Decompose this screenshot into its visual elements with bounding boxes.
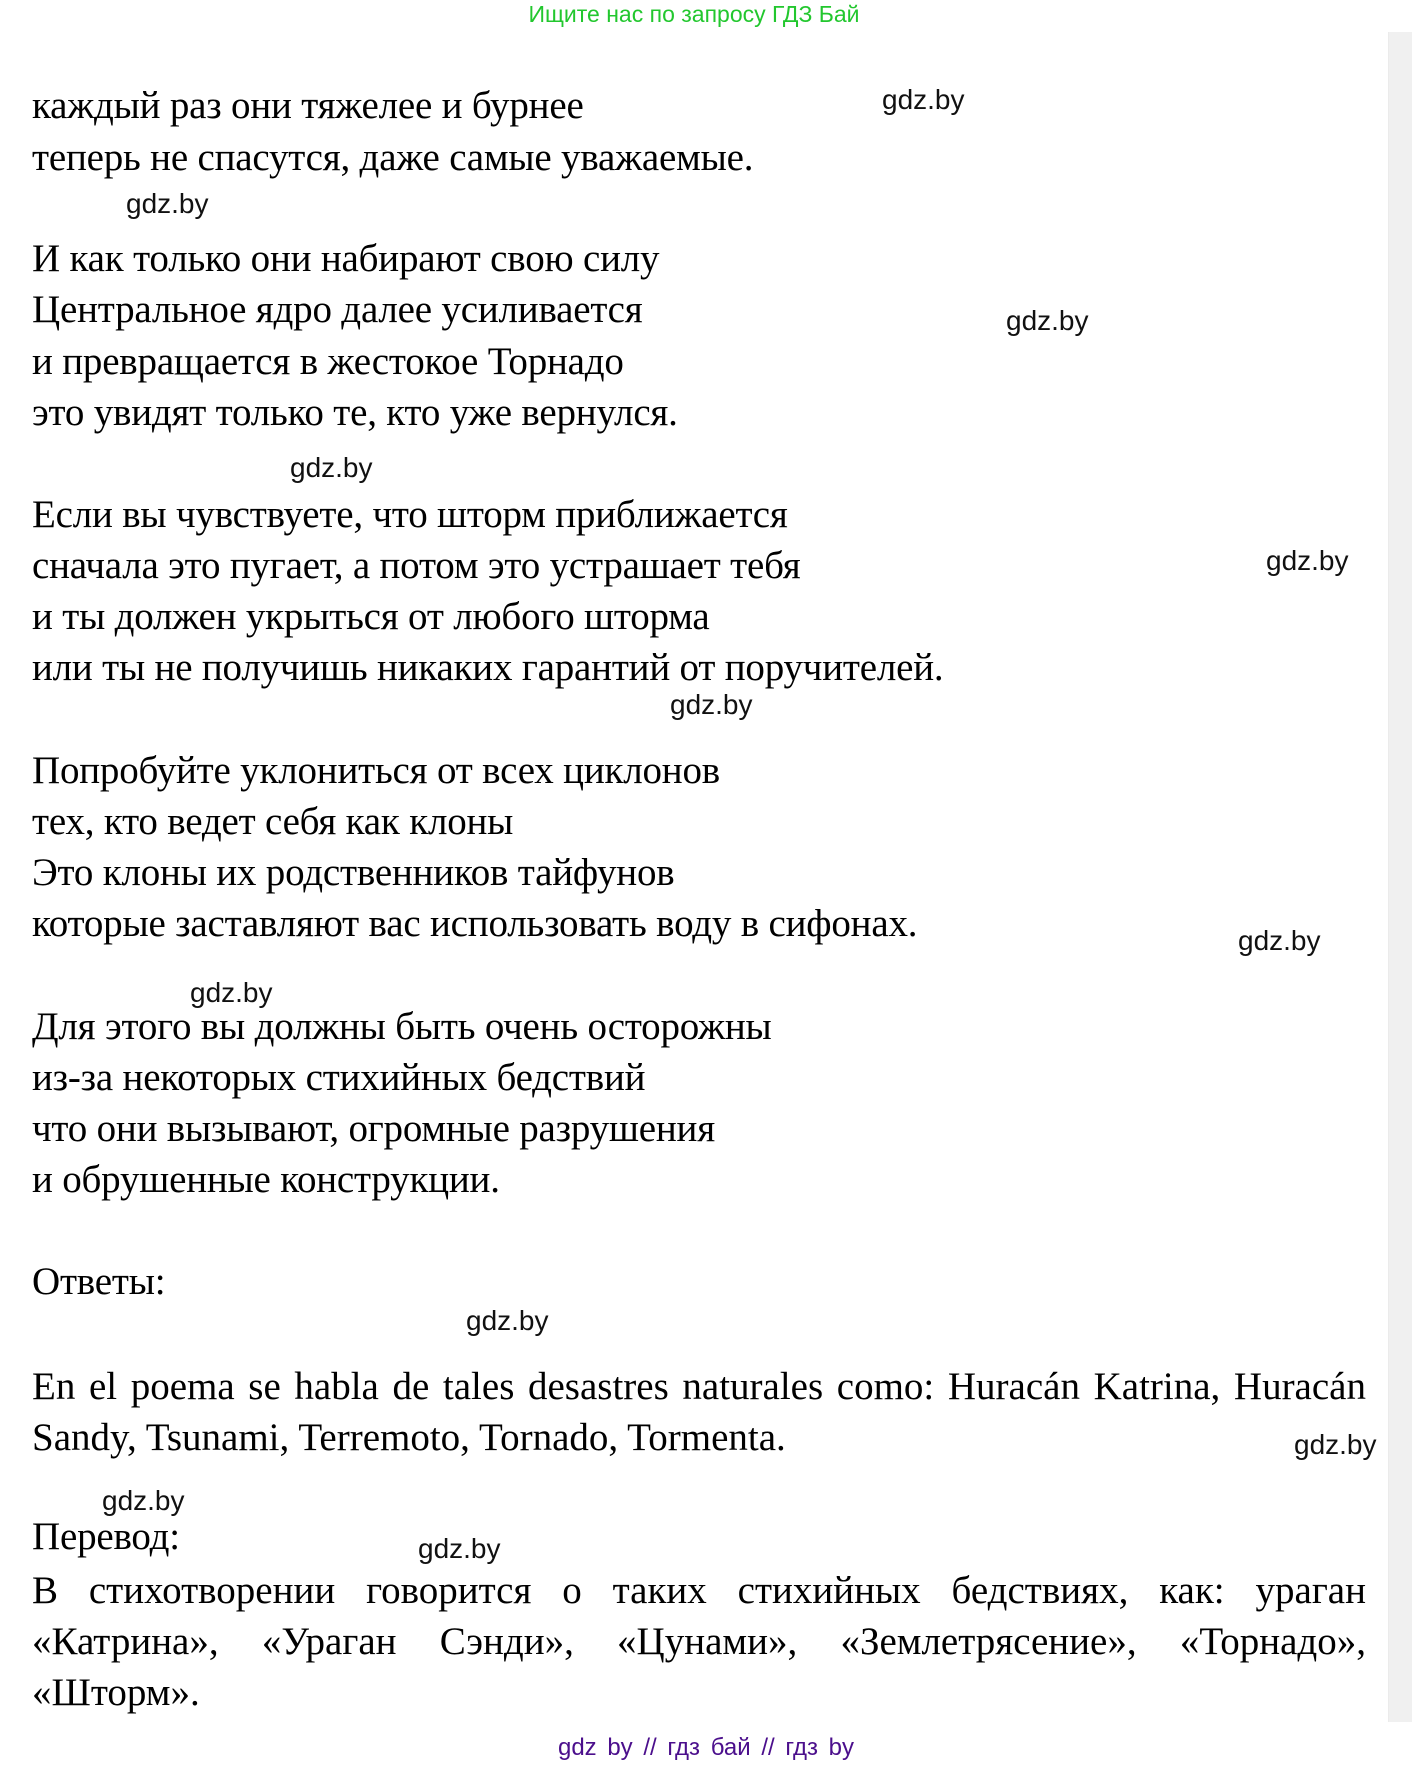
watermark: gdz.by bbox=[882, 84, 965, 115]
poem-line: теперь не спасутся, даже самые уважаемые. bbox=[32, 136, 754, 179]
poem-line: и превращается в жестокое Торнадо bbox=[32, 340, 624, 383]
poem-line: Попробуйте уклониться от всех циклонов bbox=[32, 749, 720, 792]
watermark: gdz.by bbox=[290, 452, 373, 483]
answers-heading: Ответы: bbox=[32, 1260, 166, 1303]
watermark: gdz.by bbox=[418, 1533, 501, 1564]
poem-line: Центральное ядро далее усиливается bbox=[32, 288, 643, 331]
footer-links: gdz by // гдз бай // гдз by bbox=[557, 1734, 855, 1761]
watermark: gdz.by bbox=[670, 689, 753, 720]
poem-line: это увидят только те, кто уже вернулся. bbox=[32, 391, 678, 434]
poem-line: Это клоны их родственников тайфунов bbox=[32, 851, 675, 894]
watermark: gdz.by bbox=[1294, 1429, 1377, 1460]
poem-line: что они вызывают, огромные разрушения bbox=[32, 1107, 715, 1150]
poem-line: тех, кто ведет себя как клоны bbox=[32, 800, 514, 843]
translation-heading: Перевод: bbox=[32, 1515, 180, 1558]
watermark: gdz.by bbox=[466, 1305, 549, 1336]
spanish-answer-text: En el poema se habla de tales desastres naturales como: Huracán Katrina, Huracán Sandy, Tsunami, Terremoto, Tornado, Tormenta. bbox=[32, 1365, 1366, 1459]
poem-line: каждый раз они тяжелее и бурнее bbox=[32, 84, 584, 127]
poem-line: Если вы чувствуете, что шторм приближается bbox=[32, 493, 788, 536]
watermark: gdz.by bbox=[190, 977, 273, 1008]
poem-line: Для этого вы должны быть очень осторожны bbox=[32, 1005, 772, 1048]
watermark: gdz.by bbox=[1266, 545, 1349, 576]
search-hint-banner: Ищите нас по запросу ГДЗ Бай bbox=[528, 1, 860, 27]
watermark: gdz.by bbox=[1006, 305, 1089, 336]
watermark: gdz.by bbox=[102, 1485, 185, 1516]
poem-line: сначала это пугает, а потом это устрашает тебя bbox=[32, 544, 801, 587]
poem-line: из-за некоторых стихийных бедствий bbox=[32, 1056, 646, 1099]
translation-text: В стихотворении говорится о таких стихийных бедствиях, как: ураган «Катрина», «Ураган Сэнди», «Цунами», «Землетрясение», «Торнадо», «Шторм». bbox=[32, 1569, 1366, 1714]
poem-line: и ты должен укрыться от любого шторма bbox=[32, 595, 710, 638]
scrollbar-track[interactable] bbox=[1388, 32, 1412, 1722]
watermark: gdz.by bbox=[1238, 925, 1321, 956]
watermark: gdz.by bbox=[126, 188, 209, 219]
poem-line: которые заставляют вас использовать воду в сифонах. bbox=[32, 902, 918, 945]
poem-line: И как только они набирают свою силу bbox=[32, 237, 660, 280]
poem-line: или ты не получишь никаких гарантий от поручителей. bbox=[32, 646, 944, 689]
poem-line: и обрушенные конструкции. bbox=[32, 1158, 500, 1201]
